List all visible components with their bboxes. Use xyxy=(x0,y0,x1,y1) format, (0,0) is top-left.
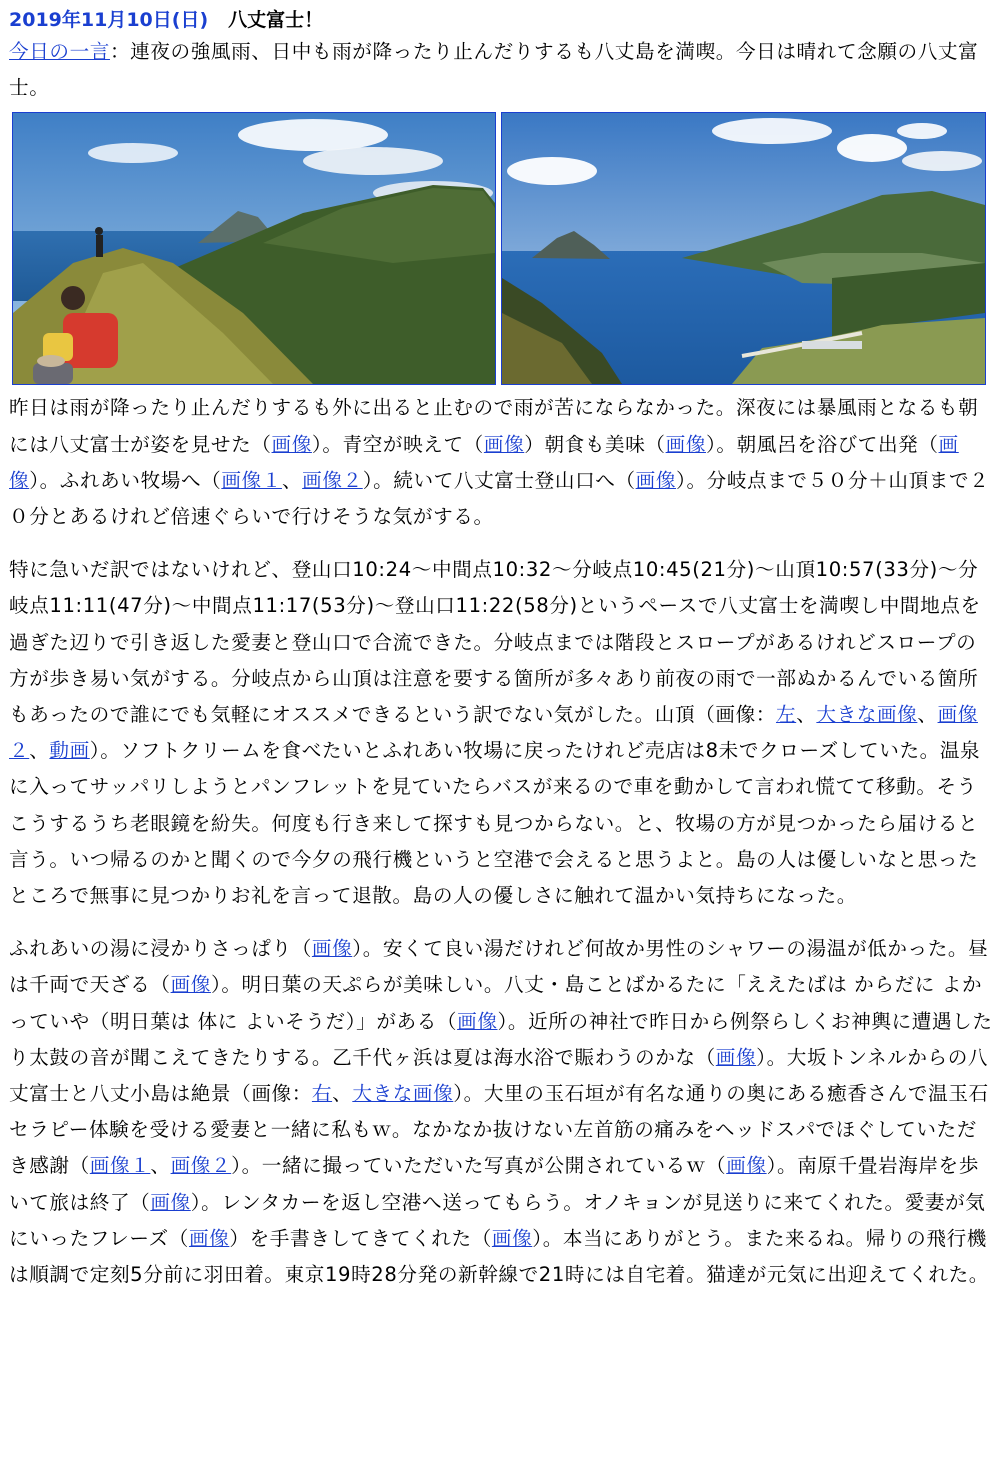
image-link[interactable]: 左 xyxy=(775,703,797,727)
text: 、 xyxy=(29,739,50,763)
text: 特に急いだ訳ではないけれど、登山口10:24～中間点10:32～分岐点10:45(21分)～山頂10:57(33分)～分岐点11:11(47分)～中間点11:17(53分)～登山口11:22(58分)というペースで八丈富士を満喫し中間地点を過ぎた辺りで引き返した愛妻と登山口で合流できた。分岐点までは階段とスロープがあるけれどスロープの方が歩き易い気がする。分岐点から山頂は注意を要する箇所が多々あり前夜の雨で一部ぬかるんでいる箇所もあったので誰にでも気軽にオススメできるという訳でない気がした。山頂（画像： xyxy=(9,558,981,727)
coast-photo-image xyxy=(502,113,985,384)
paragraph-3 xyxy=(9,931,995,1293)
image-link[interactable]: 画像２ xyxy=(302,468,363,492)
entry-date: 2019年11月10日(日) xyxy=(9,9,209,31)
image-link[interactable]: 画像 xyxy=(9,432,959,492)
image-link[interactable]: 画像２ xyxy=(9,703,978,763)
text: ）朝食も美味（ xyxy=(524,432,666,456)
text: 、 xyxy=(917,703,938,727)
photo-coast-view[interactable] xyxy=(501,112,986,385)
paragraph-1 xyxy=(9,390,995,535)
image-link[interactable]: 画像 xyxy=(457,1009,498,1033)
image-link[interactable]: 画像 xyxy=(188,1226,230,1250)
text: ）。レンタカーを返し空港へ送ってもらう。オノキョンが見送りに来てくれた。愛妻が気にいったフレーズ（ xyxy=(9,1190,986,1250)
text: ）。南原千畳岩海岸を歩いて旅は終了（ xyxy=(9,1154,979,1214)
text: ）。続いて八丈富士登山口へ（ xyxy=(362,468,636,492)
text: ）。大坂トンネルからの八丈富士と八丈小島は絶景（画像： xyxy=(9,1045,989,1106)
text: ふれあいの湯に浸かりさっぱり（ xyxy=(9,937,312,961)
text: ）を手書きしてきてくれた（ xyxy=(229,1226,492,1250)
photo-hiking-ridge[interactable] xyxy=(12,112,496,385)
image-link[interactable]: 画像 xyxy=(635,468,677,492)
video-link[interactable]: 動画 xyxy=(49,739,90,763)
photo-row xyxy=(9,109,995,390)
intro-link[interactable]: 今日の一言 xyxy=(9,40,110,63)
image-link[interactable]: 大きな画像 xyxy=(816,703,918,727)
text: ）。近所の神社で昨日から例祭らしくお神輿に遭遇したり太鼓の音が聞こえてきたりする。乙千代ヶ浜は夏は海水浴で賑わうのかな（ xyxy=(9,1009,993,1069)
intro-text: ：連夜の強風雨、日中も雨が降ったり止んだりするも八丈島を満喫。今日は晴れて念願の八丈富士。 xyxy=(9,40,979,100)
entry-header xyxy=(9,0,995,34)
image-link[interactable]: 右 xyxy=(311,1082,333,1106)
image-link[interactable]: 画像 xyxy=(483,432,525,456)
text: ）。ソフトクリームを食べたいとふれあい牧場に戻ったけれど売店は8未でクローズしていた。温泉に入ってサッパリしようとパンフレットを見ていたらバスが来るので車を動かして言われ慌てて移動。そうこうするうち老眼鏡を紛失。何度も行き来して探すも見つからない。と、牧場の方が見つかったら届けると言う。いつ帰るのかと聞くので今夕の飛行機というと空港で会えると思うよと。島の人は優しいなと思ったところで無事に見つかりお礼を言って退散。島の人の優しさに触れて温かい気持ちになった。 xyxy=(9,739,981,908)
intro-paragraph xyxy=(9,34,995,106)
text: 、 xyxy=(281,468,303,492)
image-link[interactable]: 画像 xyxy=(311,937,353,961)
text: ）。本当にありがとう。また来るね。帰りの飛行機は順調で定刻5分前に羽田着。東京19時28分発の新幹線で21時には自宅着。猫達が元気に出迎えてくれた。 xyxy=(9,1226,989,1287)
text: 、 xyxy=(796,703,817,727)
image-link[interactable]: 画像 xyxy=(715,1045,757,1069)
image-link[interactable]: 画像 xyxy=(491,1226,533,1250)
text: ）。青空が映えて（ xyxy=(311,432,484,456)
text: 、 xyxy=(332,1082,353,1106)
text: 昨日は雨が降ったり止んだりするも外に出ると止むので雨が苦にならなかった。深夜には暴風雨となるも朝には八丈富士が姿を見せた（ xyxy=(9,396,979,456)
paragraph-2 xyxy=(9,552,995,914)
text: ）。安くて良い湯だけれど何故か男性のシャワーの湯温が低かった。昼は千両で天ざる（ xyxy=(9,937,989,997)
image-link[interactable]: 画像 xyxy=(271,432,312,456)
diary-entry xyxy=(9,0,995,1293)
text: ）。一緒に撮っていただいた写真が公開されているｗ（ xyxy=(231,1154,727,1178)
text: 、 xyxy=(150,1154,171,1178)
image-link[interactable]: 画像 xyxy=(150,1190,191,1214)
text: ）。分岐点まで５０分＋山頂まで２０分とあるけれど倍速ぐらいで行けそうな気がする。 xyxy=(9,468,990,529)
ridge-photo-image xyxy=(13,113,495,384)
image-link[interactable]: 画像１ xyxy=(89,1154,151,1178)
text: ）。朝風呂を浴びて出発（ xyxy=(706,432,939,456)
image-link[interactable]: 画像 xyxy=(665,432,707,456)
text: ）。明日葉の天ぷらが美味しい。八丈・島ことばかるたに「ええたばは からだに よかっていや（明日葉は 体に よいそうだ）」がある（ xyxy=(9,973,983,1033)
image-link[interactable]: 画像２ xyxy=(170,1154,232,1178)
image-link[interactable]: 大きな画像 xyxy=(352,1082,454,1106)
text: ）。ふれあい牧場へ（ xyxy=(29,468,222,492)
text: ）。大里の玉石垣が有名な通りの奥にある癒香さんで温玉石セラピー体験を受ける愛妻と一緒に私もｗ。なかなか抜けない左首筋の痛みをヘッドスパでほぐしていただき感謝（ xyxy=(9,1082,989,1178)
image-link[interactable]: 画像 xyxy=(726,1154,767,1178)
image-link[interactable]: 画像 xyxy=(170,973,211,997)
image-link[interactable]: 画像１ xyxy=(221,468,282,492)
entry-title: 八丈富士！ xyxy=(228,9,324,31)
